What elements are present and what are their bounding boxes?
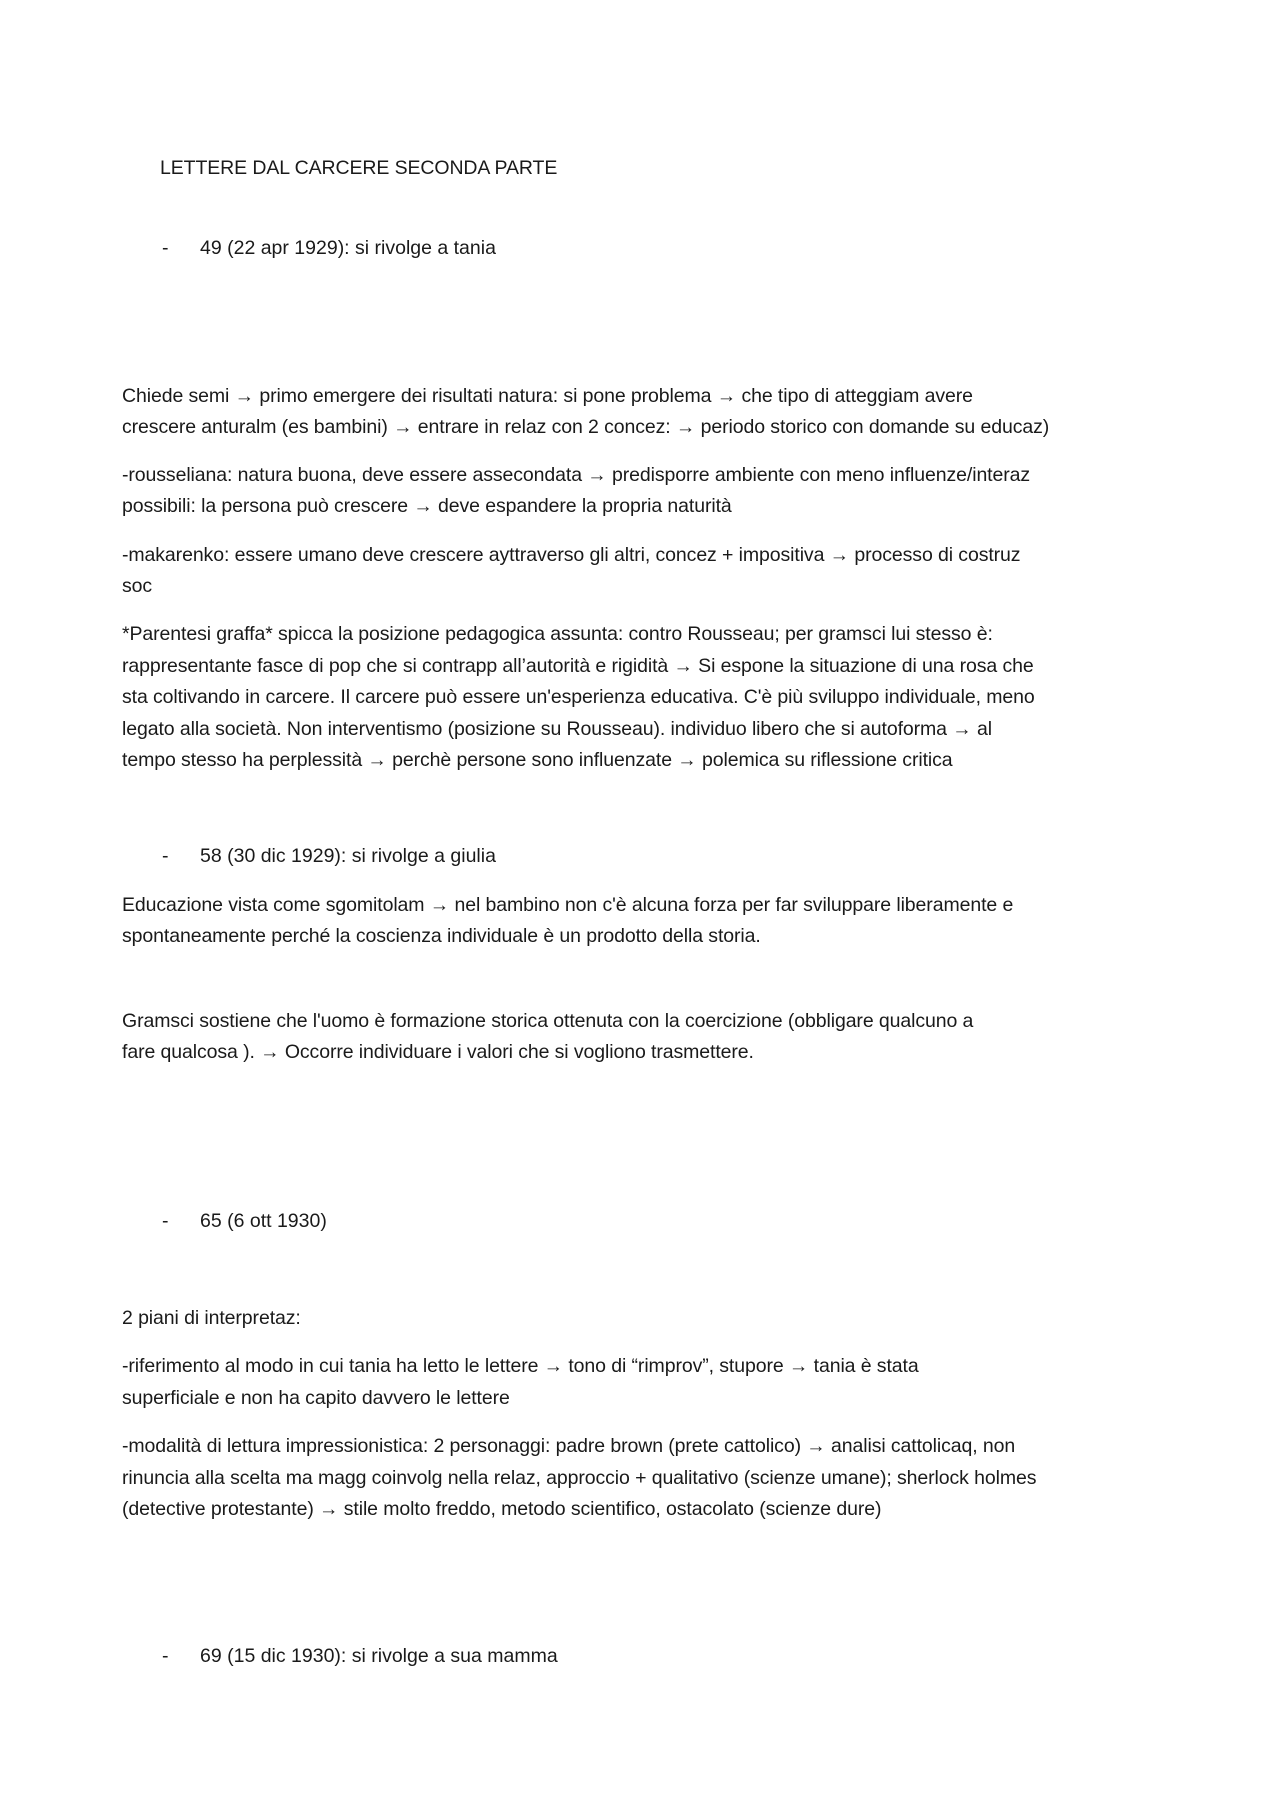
list-bullet: - [162,1210,169,1232]
paragraph-line: sta coltivando in carcere. Il carcere può essere un'esperienza educativa. C'è più sviluppo individuale, meno [122,686,1035,708]
paragraph-line: rinuncia alla scelta ma magg coinvolg nella relaz, approccio + qualitativo (scienze umane); sherlock holmes [122,1467,1037,1489]
list-bullet: - [162,845,169,867]
list-item-heading: 65 (6 ott 1930) [200,1210,327,1232]
list-item-heading: 49 (22 apr 1929): si rivolge a tania [200,237,496,259]
paragraph-line: -modalità di lettura impressionistica: 2 personaggi: padre brown (prete cattolico) → analisi cattolicaq, non [122,1435,1016,1457]
paragraph-line: crescere anturalm (es bambini) → entrare in relaz con 2 concez: → periodo storico con domande su educaz) [122,416,1050,438]
paragraph-line: -riferimento al modo in cui tania ha letto le lettere → tono di “rimprov”, stupore → tania è stata [122,1355,919,1377]
list-bullet: - [162,237,169,259]
paragraph-line: -makarenko: essere umano deve crescere ayttraverso gli altri, concez + impositiva → processo di costruz [122,544,1021,566]
paragraph-line: (detective protestante) → stile molto freddo, metodo scientifico, ostacolato (scienze dure) [122,1498,882,1520]
paragraph-line: possibili: la persona può crescere → deve espandere la propria naturità [122,495,732,517]
paragraph-line: Educazione vista come sgomitolam → nel bambino non c'è alcuna forza per far sviluppare liberamente e [122,894,1014,916]
page-title: LETTERE DAL CARCERE SECONDA PARTE [160,157,558,179]
paragraph-line: fare qualcosa ). → Occorre individuare i valori che si vogliono trasmettere. [122,1041,754,1063]
paragraph-line: Gramsci sostiene che l'uomo è formazione storica ottenuta con la coercizione (obbligare qualcuno a [122,1010,974,1032]
paragraph-line: -rousseliana: natura buona, deve essere assecondata → predisporre ambiente con meno influenze/interaz [122,464,1031,486]
paragraph-line: spontaneamente perché la coscienza individuale è un prodotto della storia. [122,925,761,947]
list-item-heading: 58 (30 dic 1929): si rivolge a giulia [200,845,496,867]
list-item-heading: 69 (15 dic 1930): si rivolge a sua mamma [200,1645,558,1667]
paragraph-line: Chiede semi → primo emergere dei risultati natura: si pone problema → che tipo di atteggiam avere [122,385,973,407]
paragraph-line: *Parentesi graffa* spicca la posizione pedagogica assunta: contro Rousseau; per gramsci lui stesso è: [122,623,993,645]
paragraph-line: rappresentante fasce di pop che si contrapp all’autorità e rigidità → Si espone la situazione di una rosa che [122,655,1034,677]
paragraph-line: superficiale e non ha capito davvero le lettere [122,1387,510,1409]
paragraph-line: 2 piani di interpretaz: [122,1307,301,1329]
list-bullet: - [162,1645,169,1667]
paragraph-line: legato alla società. Non interventismo (posizione su Rousseau). individuo libero che si autoforma → al [122,718,992,740]
paragraph-line: soc [122,575,153,597]
paragraph-line: tempo stesso ha perplessità → perchè persone sono influenzate → polemica su riflessione critica [122,749,953,771]
